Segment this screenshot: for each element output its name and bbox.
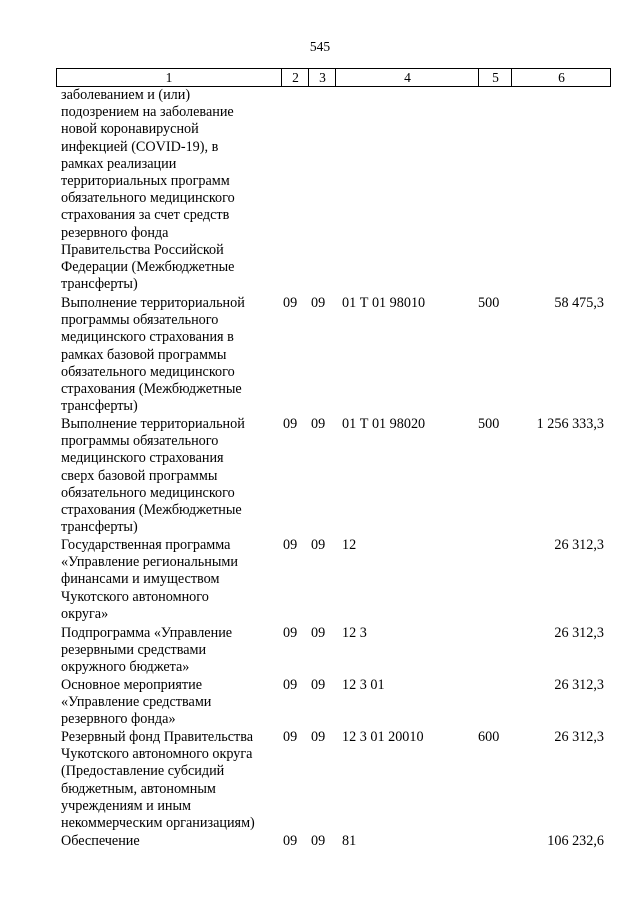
row-section: 09 [283,677,298,693]
header-col-1: 1 [165,70,173,85]
header-col-3: 3 [308,69,336,86]
row-name: Основное мероприятие «Управление средствами резервного фонда» [61,677,212,728]
table-row [0,87,640,295]
page-number: 545 [309,39,331,54]
row-amount: 26 312,3 [554,677,604,693]
row-subsection: 09 [311,677,326,693]
row-expense-type: 500 [478,416,500,432]
row-subsection: 09 [311,295,326,311]
row-name: Выполнение территориальной программы обязательного медицинского страхования в рамках базовой программы обязательного медицинского страхования (Межбюджетные трансферты) [61,295,245,415]
row-name: Резервный фонд Правительства Чукотского автономного округа (Предоставление субсидий бюджетным, автономным учреждениям и иным некоммерческим организациям) [61,729,255,832]
row-section: 09 [283,537,298,553]
header-col-5: 5 [478,69,512,86]
row-name: заболеванием и (или) подозрением на заболевание новой коронавирусной инфекцией (COVID-19), в рамках реализации территориальных программ обязательного медицинского страхования за счет средств резервного фонда Правительства Российской Федерации (Межбюджетные трансферты) [61,87,235,293]
row-subsection: 09 [311,416,326,432]
row-amount: 26 312,3 [554,537,604,553]
row-target-article: 12 3 01 20010 [342,729,424,745]
header-col-6: 6 [511,69,611,86]
table-row [0,537,640,625]
row-amount: 106 232,6 [547,833,604,849]
row-section: 09 [283,416,298,432]
row-target-article: 12 [342,537,357,553]
row-section: 09 [283,625,298,641]
table-row [0,833,640,853]
table-row [0,295,640,416]
row-target-article: 81 [342,833,357,849]
row-section: 09 [283,295,298,311]
row-amount: 26 312,3 [554,625,604,641]
table-row [0,677,640,729]
row-subsection: 09 [311,833,326,849]
row-amount: 1 256 333,3 [536,416,604,432]
row-subsection: 09 [311,729,326,745]
table-body [0,87,640,853]
row-target-article: 12 3 [342,625,367,641]
header-col-4: 4 [335,69,479,86]
row-subsection: 09 [311,625,326,641]
row-subsection: 09 [311,537,326,553]
row-section: 09 [283,729,298,745]
header-col-2: 2 [281,69,309,86]
row-name: Подпрограмма «Управление резервными средствами окружного бюджета» [61,625,233,676]
table-header [56,68,611,87]
table-row [0,729,640,833]
row-expense-type: 500 [478,295,500,311]
row-target-article: 01 Т 01 98020 [342,416,426,432]
row-section: 09 [283,833,298,849]
row-amount: 26 312,3 [554,729,604,745]
table-row [0,416,640,537]
table-row [0,625,640,677]
row-target-article: 12 3 01 [342,677,385,693]
row-amount: 58 475,3 [554,295,604,311]
row-name: Выполнение территориальной программы обязательного медицинского страхования сверх базовой программы обязательного медицинского страхования (Межбюджетные трансферты) [61,416,245,536]
row-name: Государственная программа «Управление региональными финансами и имуществом Чукотского автономного округа» [61,537,238,622]
row-expense-type: 600 [478,729,500,745]
row-name: Обеспечение [61,833,140,849]
row-target-article: 01 Т 01 98010 [342,295,426,311]
